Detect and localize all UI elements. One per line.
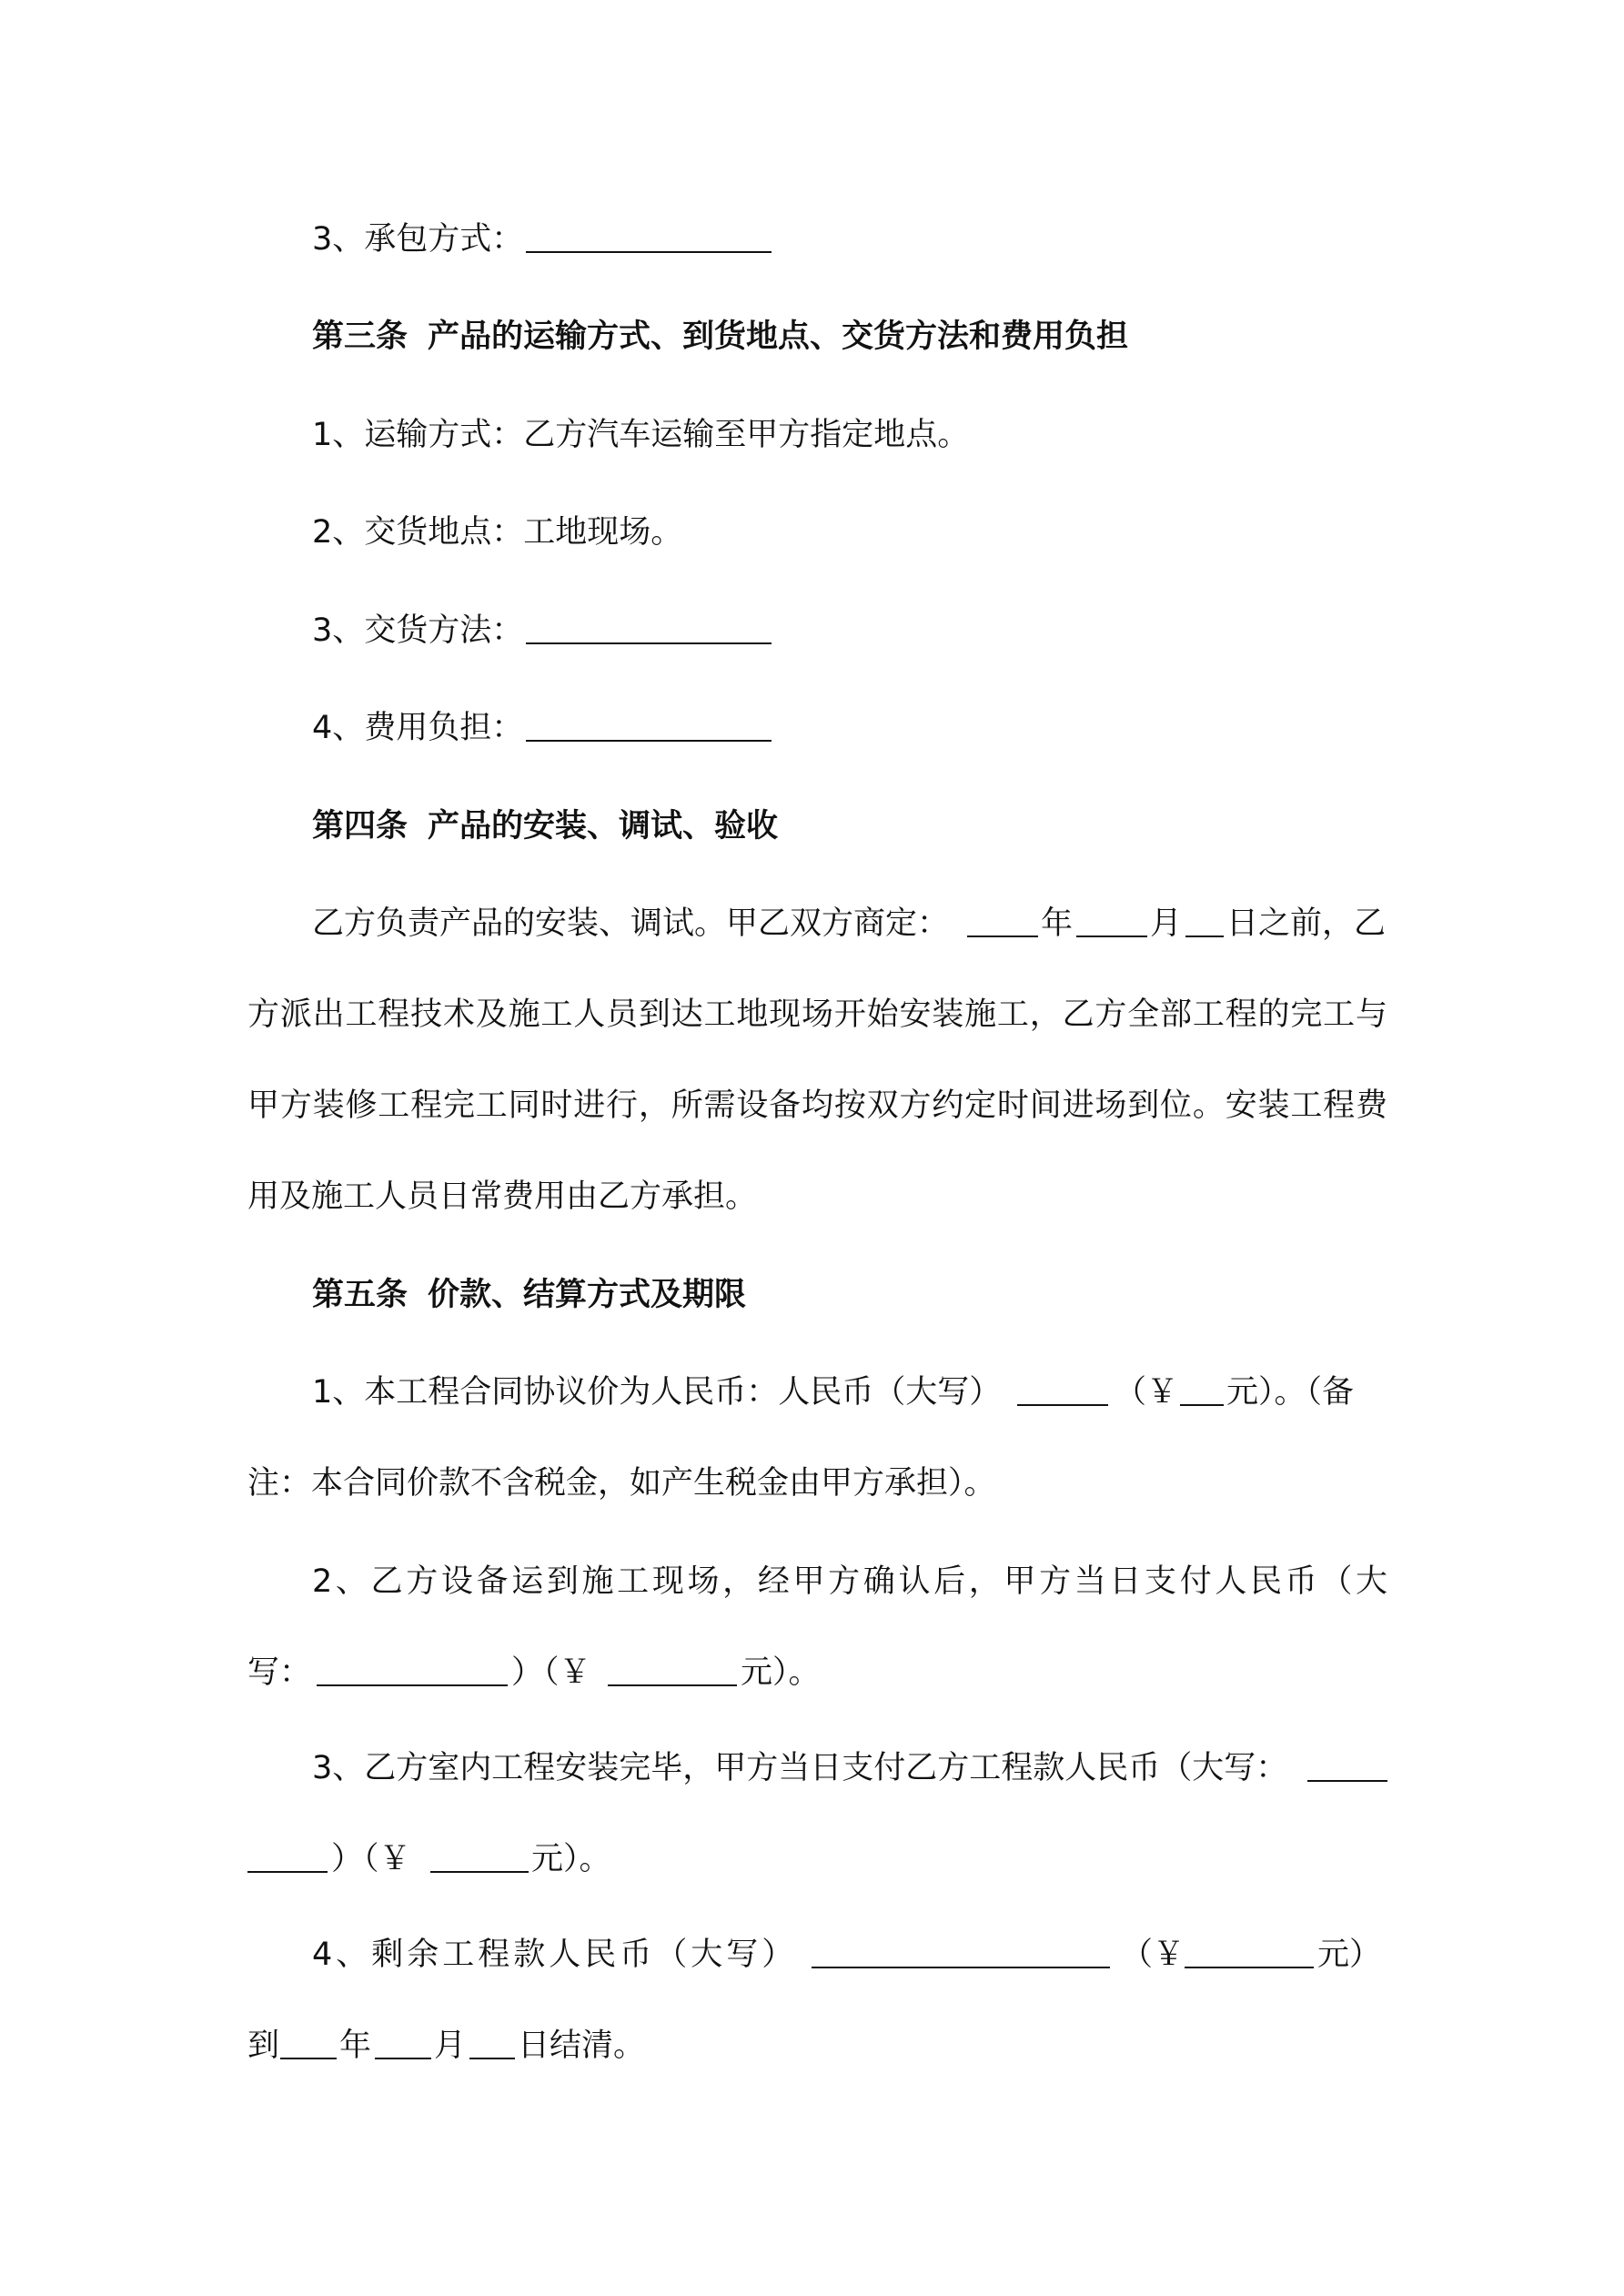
- article3-item2-text: 2、交货地点：工地现场。: [312, 514, 683, 551]
- install-month-label: 月: [1150, 905, 1183, 942]
- cost-bearing-blank: [526, 713, 772, 742]
- settle-year-label: 年: [339, 2028, 372, 2064]
- article3-item1-text: 1、运输方式：乙方汽车运输至甲方指定地点。: [312, 417, 970, 453]
- payment2-yuan-label: 元）。: [741, 1654, 821, 1691]
- settle-day-blank: [469, 2030, 515, 2059]
- article5-item2-text: 2、乙方设备运到施工现场，经甲方确认后，甲方当日支付人民币（大: [312, 1563, 1387, 1600]
- payment3-yuan-label: 元）。: [531, 1841, 611, 1877]
- settle-to-label: 到: [247, 2028, 280, 2064]
- payment2-yen-label: ）（￥: [511, 1654, 591, 1691]
- payment2-capital-blank: [317, 1657, 508, 1686]
- payment2-amount-blank: [608, 1657, 737, 1686]
- settle-month-blank: [375, 2030, 431, 2059]
- article4-title: 产品的安装、调试、验收: [428, 808, 779, 845]
- article5-item1-note: 注：本合同价款不含税金，如产生税金由甲方承担）。: [247, 1465, 996, 1502]
- settle-day-label: 日结清。: [518, 2028, 646, 2064]
- install-day-label: 日之前，乙: [1226, 905, 1387, 942]
- article3-item4-label: 4、费用负担：: [312, 710, 524, 746]
- article3-item3-label: 3、交货方法：: [312, 612, 524, 649]
- contract-price-yuan-label: 元）。（备: [1226, 1374, 1355, 1411]
- article3-title: 产品的运输方式、到货地点、交货方法和费用负担: [428, 319, 1129, 355]
- article5-item4-text: 4、剩余工程款人民币（大写）: [312, 1937, 798, 1973]
- contract-price-capital-blank: [1017, 1377, 1108, 1406]
- article5-number: 第五条: [312, 1277, 409, 1313]
- article4-number: 第四条: [312, 808, 409, 845]
- contract-mode-blank: [526, 224, 772, 253]
- article4-para-line2-text: 方派出工程技术及施工人员到达工地现场开始安装施工，乙方全部工程的完工与: [247, 996, 1387, 1033]
- payment3-capital-blank-part1: [1307, 1753, 1387, 1782]
- payment3-capital-blank-part2: [247, 1844, 328, 1873]
- contract-price-amount-blank: [1180, 1377, 1224, 1406]
- settle-month-label: 月: [434, 2028, 467, 2064]
- contract-mode-label: 3、承包方式：: [312, 221, 524, 258]
- install-year-label: 年: [1041, 905, 1074, 942]
- article4-para-line3-text: 甲方装修工程完工同时进行，所需设备均按双方约定时间进场到位。安装工程费: [247, 1087, 1387, 1124]
- article3-number: 第三条: [312, 319, 409, 355]
- article5-title: 价款、结算方式及期限: [428, 1277, 747, 1313]
- install-day-blank: [1185, 908, 1224, 937]
- article4-para-start: 乙方负责产品的安装、调试。甲乙双方商定：: [312, 905, 950, 942]
- payment2-write-label: 写：: [247, 1654, 312, 1691]
- settle-year-blank: [280, 2030, 337, 2059]
- delivery-method-blank: [526, 615, 772, 644]
- remaining-capital-blank: [812, 1939, 1110, 1968]
- contract-price-yen-label: （￥: [1115, 1374, 1179, 1411]
- remaining-yuan-label: 元）: [1317, 1937, 1382, 1973]
- article4-para-line4-text: 用及施工人员日常费用由乙方承担。: [247, 1178, 758, 1215]
- install-year-blank: [967, 908, 1038, 937]
- install-month-blank: [1076, 908, 1147, 937]
- payment3-amount-blank: [430, 1844, 529, 1873]
- payment3-yen-label: ）（￥: [331, 1841, 411, 1877]
- remaining-yen-label: （￥: [1121, 1937, 1185, 1973]
- article5-item1-text: 1、本工程合同协议价为人民币：人民币（大写）: [312, 1374, 1002, 1411]
- article5-item3-text: 3、乙方室内工程安装完毕，甲方当日支付乙方工程款人民币（大写：: [312, 1750, 1288, 1786]
- remaining-amount-blank: [1185, 1939, 1314, 1968]
